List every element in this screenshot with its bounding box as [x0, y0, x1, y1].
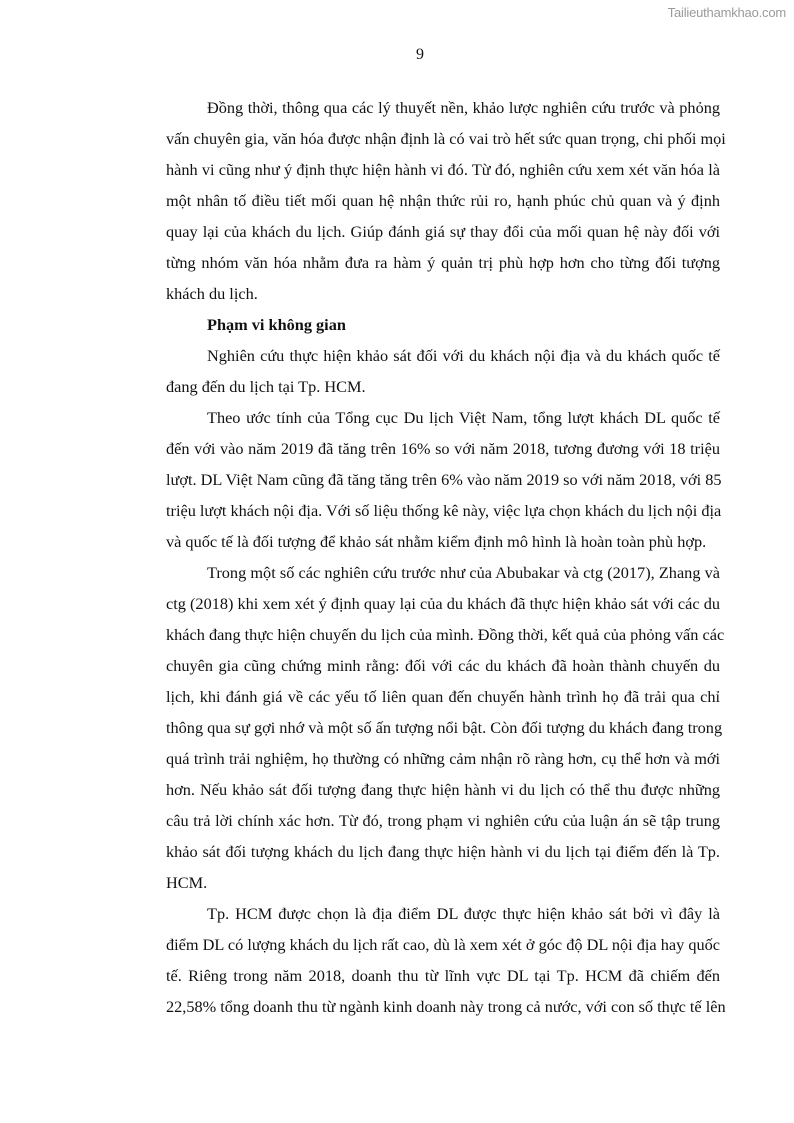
- text-line: Theo ước tính của Tổng cục Du lịch Việt Nam, tổng lượt khách DL quốc tế: [207, 408, 720, 427]
- text-line: Nghiên cứu thực hiện khảo sát đối với du khách nội địa và du khách quốc tế: [207, 346, 720, 365]
- paragraph: [166, 92, 726, 309]
- text-line: Tp. HCM được chọn là địa điểm DL được thực hiện khảo sát bởi vì đây là: [207, 904, 720, 923]
- text-line: tế. Riêng trong năm 2018, doanh thu từ lĩnh vực DL tại Tp. HCM đã chiếm đến: [166, 966, 720, 985]
- text-line: Trong một số các nghiên cứu trước như của Abubakar và ctg (2017), Zhang và: [207, 563, 720, 582]
- paragraph: [166, 557, 725, 898]
- text-line: đang đến du lịch tại Tp. HCM.: [166, 377, 366, 396]
- text-line: vấn chuyên gia, văn hóa được nhận định là có vai trò hết sức quan trọng, chi phối mọi: [166, 129, 726, 148]
- text-line: lịch, khi đánh giá về các yếu tố liên quan đến chuyến hành trình họ đã trải qua chỉ: [166, 687, 720, 706]
- paragraph: [166, 898, 726, 1022]
- text-line: quá trình trải nghiệm, họ thường có những cảm nhận rõ ràng hơn, cụ thể hơn và mới: [166, 749, 720, 768]
- text-line: hơn. Nếu khảo sát đối tượng đang thực hiện hành vi du lịch có thể thu được những: [166, 780, 720, 799]
- text-line: lượt. DL Việt Nam cũng đã tăng tăng trên 6% vào năm 2019 so với năm 2018, với 85: [166, 470, 722, 489]
- text-line: câu trả lời chính xác hơn. Từ đó, trong phạm vi nghiên cứu của luận án sẽ tập trung: [166, 811, 720, 830]
- text-line: HCM.: [166, 873, 208, 892]
- text-line: triệu lượt khách nội địa. Với số liệu thống kê này, việc lựa chọn khách du lịch nội địa: [166, 501, 722, 520]
- section-heading: Phạm vi không gian: [207, 315, 346, 334]
- text-line: đến với vào năm 2019 đã tăng trên 16% so với năm 2018, tương đương với 18 triệu: [166, 439, 720, 458]
- text-line: khách du lịch.: [166, 284, 258, 303]
- text-line: hành vi cũng như ý định thực hiện hành vi đó. Từ đó, nghiên cứu xem xét văn hóa là: [166, 160, 720, 179]
- text-line: ctg (2018) khi xem xét ý định quay lại của du khách đã thực hiện khảo sát với các du: [166, 594, 720, 613]
- text-line: khảo sát đối tượng khách du lịch đang thực hiện hành vi du lịch tại điểm đến là Tp.: [166, 842, 720, 861]
- text-line: và quốc tế là đối tượng để khảo sát nhằm kiểm định mô hình là hoàn toàn phù hợp.: [166, 532, 707, 551]
- text-line: Đồng thời, thông qua các lý thuyết nền, khảo lược nghiên cứu trước và phỏng: [207, 98, 720, 117]
- text-line: chuyên gia cũng chứng minh rằng: đối với các du khách đã hoàn thành chuyến du: [166, 656, 720, 675]
- text-line: quay lại của khách du lịch. Giúp đánh giá sự thay đổi của mối quan hệ này đối với: [166, 222, 720, 241]
- page-number: 9: [416, 46, 424, 63]
- text-line: khách đang thực hiện chuyến du lịch của mình. Đồng thời, kết quả của phỏng vấn các: [166, 625, 725, 644]
- watermark: Tailieuthamkhao.com: [667, 5, 786, 20]
- text-line: thông qua sự gợi nhớ và một số ấn tượng nổi bật. Còn đối tượng du khách đang trong: [166, 718, 723, 737]
- text-line: 22,58% tổng doanh thu từ ngành kinh doanh này trong cả nước, với con số thực tế lên: [166, 997, 726, 1016]
- text-line: từng nhóm văn hóa nhằm đưa ra hàm ý quản trị phù hợp hơn cho từng đối tượng: [166, 253, 720, 272]
- paragraph: [166, 340, 720, 402]
- text-line: điểm DL có lượng khách du lịch rất cao, dù là xem xét ở góc độ DL nội địa hay quốc: [166, 935, 720, 954]
- document-body: [166, 92, 726, 1022]
- text-line: một nhân tố điều tiết mối quan hệ nhận thức rủi ro, hạnh phúc chủ quan và ý định: [166, 191, 720, 210]
- paragraph: [166, 402, 720, 557]
